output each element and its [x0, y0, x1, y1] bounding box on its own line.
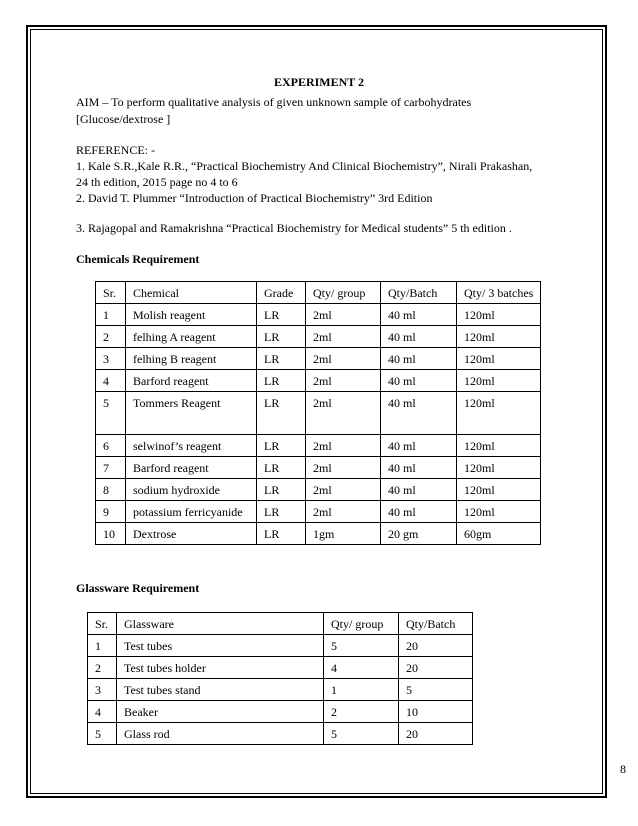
header-cell: Qty/Batch [381, 282, 457, 304]
table-cell: 2ml [306, 435, 381, 457]
glassware-table [87, 612, 473, 745]
table-cell: 5 [324, 723, 399, 745]
table-cell: selwinof’s reagent [126, 435, 257, 457]
header-cell: Grade [257, 282, 306, 304]
experiment-title: EXPERIMENT 2 [273, 75, 365, 89]
table-row [88, 701, 473, 723]
aim-text-2: [Glucose/dextrose ] [76, 112, 171, 126]
reference-line-4: 3. Rajagopal and Ramakrishna “Practical Biochemistry for Medical students” 5 th edition . [76, 221, 512, 235]
table-row [96, 304, 541, 326]
table-cell: 20 [399, 635, 473, 657]
table-row [96, 501, 541, 523]
table-cell: 2 [88, 657, 117, 679]
table-cell: 20 gm [381, 523, 457, 545]
table-row [96, 435, 541, 457]
header-cell: Chemical [126, 282, 257, 304]
table-cell: Beaker [117, 701, 324, 723]
table-cell: Glass rod [117, 723, 324, 745]
table-cell: 9 [96, 501, 126, 523]
table-cell: Molish reagent [126, 304, 257, 326]
table-cell: 3 [88, 679, 117, 701]
table-cell: LR [257, 348, 306, 370]
table-cell: 1 [88, 635, 117, 657]
table-cell: 2ml [306, 326, 381, 348]
table-cell: LR [257, 479, 306, 501]
header-cell: Sr. [96, 282, 126, 304]
table-header-row [88, 613, 473, 635]
table-cell: 2 [324, 701, 399, 723]
table-cell: 120ml [457, 392, 541, 435]
table-cell: Barford reagent [126, 370, 257, 392]
header-cell: Qty/ group [306, 282, 381, 304]
table-cell: LR [257, 304, 306, 326]
header-cell: Glassware [117, 613, 324, 635]
table-row [96, 457, 541, 479]
table-cell: 1gm [306, 523, 381, 545]
table-cell: 2ml [306, 457, 381, 479]
table-cell: 120ml [457, 370, 541, 392]
table-cell: LR [257, 370, 306, 392]
table-cell: 120ml [457, 501, 541, 523]
table-row [88, 679, 473, 701]
chemicals-heading: Chemicals Requirement [76, 252, 200, 266]
table-cell: 5 [399, 679, 473, 701]
header-cell: Sr. [88, 613, 117, 635]
header-cell: Qty/ group [324, 613, 399, 635]
aim-text: AIM – To perform qualitative analysis of given unknown sample of carbohydrates [76, 95, 472, 109]
table-row [96, 392, 541, 435]
table-cell: 2ml [306, 370, 381, 392]
table-cell: 40 ml [381, 479, 457, 501]
table-cell: potassium ferricyanide [126, 501, 257, 523]
table-cell: 120ml [457, 304, 541, 326]
table-cell: 40 ml [381, 392, 457, 435]
table-cell: Test tubes [117, 635, 324, 657]
table-cell: Test tubes holder [117, 657, 324, 679]
table-cell: LR [257, 523, 306, 545]
table-cell: 5 [324, 635, 399, 657]
table-header-row [96, 282, 541, 304]
table-row [96, 348, 541, 370]
table-row [88, 635, 473, 657]
table-cell: 5 [88, 723, 117, 745]
reference-line-3: 2. David T. Plummer “Introduction of Practical Biochemistry” 3rd Edition [76, 191, 433, 205]
table-cell: LR [257, 326, 306, 348]
table-cell: felhing A reagent [126, 326, 257, 348]
table-cell: 2ml [306, 304, 381, 326]
table-cell: Barford reagent [126, 457, 257, 479]
table-cell: 40 ml [381, 326, 457, 348]
table-row [96, 523, 541, 545]
table-row [96, 479, 541, 501]
table-row [88, 657, 473, 679]
table-cell: 40 ml [381, 370, 457, 392]
table-cell: 120ml [457, 435, 541, 457]
reference-line-2: 24 th edition, 2015 page no 4 to 6 [76, 175, 238, 189]
table-cell: 2ml [306, 348, 381, 370]
table-cell: 60gm [457, 523, 541, 545]
header-cell: Qty/ 3 batches [457, 282, 541, 304]
table-cell: 40 ml [381, 501, 457, 523]
table-cell: LR [257, 501, 306, 523]
table-cell: 3 [96, 348, 126, 370]
table-cell: 120ml [457, 457, 541, 479]
table-row [96, 370, 541, 392]
table-cell: sodium hydroxide [126, 479, 257, 501]
table-cell: LR [257, 435, 306, 457]
table-cell: 4 [96, 370, 126, 392]
table-row [96, 326, 541, 348]
table-cell: 4 [88, 701, 117, 723]
table-cell: felhing B reagent [126, 348, 257, 370]
table-cell: 20 [399, 657, 473, 679]
table-cell: LR [257, 392, 306, 435]
table-cell: 10 [96, 523, 126, 545]
table-cell: Dextrose [126, 523, 257, 545]
header-cell: Qty/Batch [399, 613, 473, 635]
table-cell: 120ml [457, 348, 541, 370]
page-number: 8 [620, 762, 626, 776]
table-cell: 10 [399, 701, 473, 723]
table-cell: 4 [324, 657, 399, 679]
table-cell: LR [257, 457, 306, 479]
reference-heading: REFERENCE: - [76, 143, 156, 157]
table-cell: 40 ml [381, 457, 457, 479]
table-cell: 6 [96, 435, 126, 457]
table-cell: 7 [96, 457, 126, 479]
table-cell: 20 [399, 723, 473, 745]
table-cell: Test tubes stand [117, 679, 324, 701]
table-cell: 1 [96, 304, 126, 326]
table-cell: Tommers Reagent [126, 392, 257, 435]
chemicals-table [95, 281, 541, 545]
table-cell: 40 ml [381, 348, 457, 370]
glassware-heading: Glassware Requirement [76, 581, 200, 595]
table-cell: 1 [324, 679, 399, 701]
table-cell: 2 [96, 326, 126, 348]
table-cell: 2ml [306, 479, 381, 501]
table-cell: 120ml [457, 479, 541, 501]
table-cell: 120ml [457, 326, 541, 348]
table-cell: 2ml [306, 501, 381, 523]
table-cell: 2ml [306, 392, 381, 435]
reference-line-1: 1. Kale S.R.,Kale R.R., “Practical Biochemistry And Clinical Biochemistry”, Nirali Prakashan, [76, 159, 533, 173]
table-cell: 40 ml [381, 304, 457, 326]
table-cell: 40 ml [381, 435, 457, 457]
table-cell: 5 [96, 392, 126, 435]
table-row [88, 723, 473, 745]
table-cell: 8 [96, 479, 126, 501]
